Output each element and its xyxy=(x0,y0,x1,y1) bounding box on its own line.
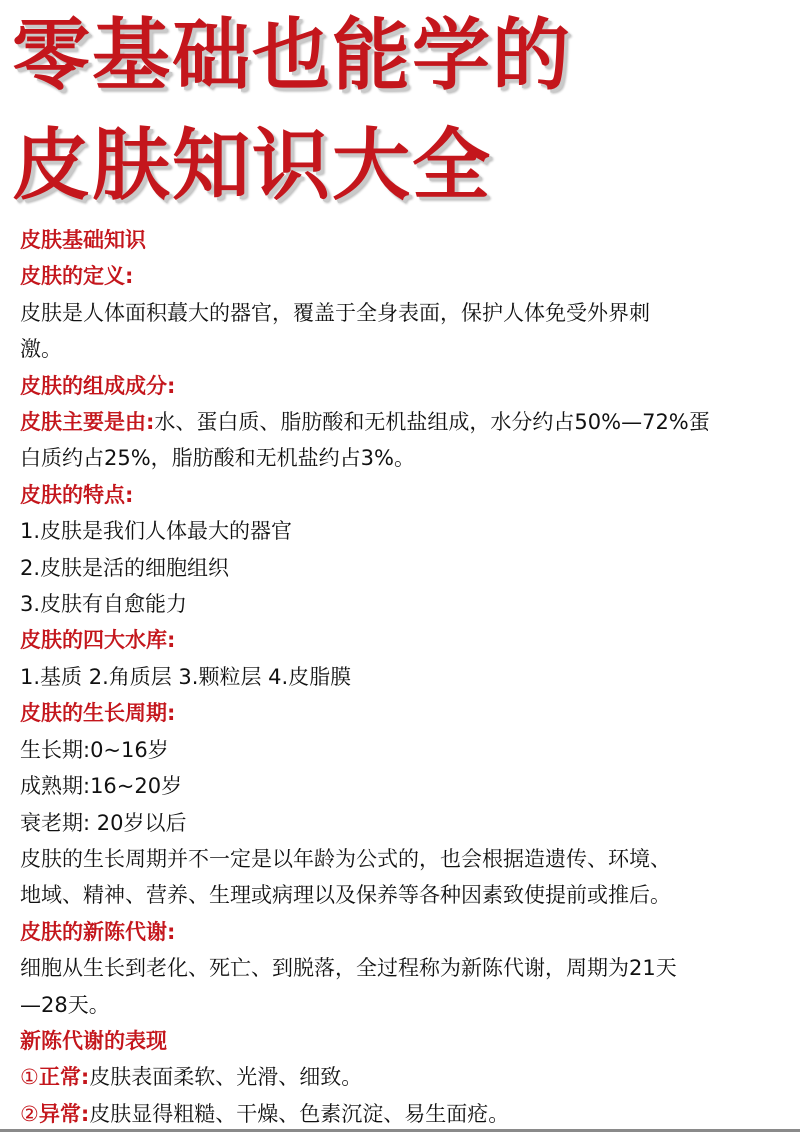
feature-item: 1.皮肤是我们人体最大的器官 xyxy=(20,519,293,544)
growth-stage: 衰老期: 20岁以后 xyxy=(20,810,187,835)
definition-text-line-1: 皮肤是人体面积蕞大的器官，覆盖于全身表面，保护人体免受外界刺 xyxy=(20,300,650,325)
page-title-line-2: 皮肤知识大全 xyxy=(12,121,493,211)
feature-item: 3.皮肤有自愈能力 xyxy=(20,592,188,617)
composition-text-line-1 xyxy=(20,404,790,440)
abnormal-text: 皮肤显得粗糙、干燥、色素沉淀、易生面疮。 xyxy=(89,1101,510,1126)
abnormal-label: 异常: xyxy=(38,1101,90,1126)
page-title-line-1: 零基础也能学的 xyxy=(12,11,573,101)
section-heading-composition: 皮肤的组成成分: xyxy=(20,373,176,398)
growth-note-line-1: 皮肤的生长周期并不一定是以年龄为公式的，也会根据造遗传、环境、 xyxy=(20,846,671,871)
section-heading-growth-cycle: 皮肤的生长周期: xyxy=(20,701,176,726)
feature-item: 2.皮肤是活的细胞组织 xyxy=(20,555,230,580)
section-heading-features: 皮肤的特点: xyxy=(20,482,134,507)
growth-note-line-2: 地域、精神、营养、生理或病理以及保养等各种因素致使提前或推后。 xyxy=(20,883,671,908)
section-heading-metabolism: 皮肤的新陈代谢: xyxy=(20,919,176,944)
composition-text: 水、蛋白质、脂肪酸和无机盐组成，水分约占50%—72%蛋 xyxy=(154,410,710,435)
composition-text-line-2: 白质约占25%，脂肪酸和无机盐约占3%。 xyxy=(20,446,415,471)
metabolism-text-line-1: 细胞从生长到老化、死亡、到脱落，全过程称为新陈代谢，周期为21天 xyxy=(20,956,677,981)
normal-label: 正常: xyxy=(38,1065,90,1090)
section-heading-reservoirs: 皮肤的四大水库: xyxy=(20,628,176,653)
section-heading-basics: 皮肤基础知识 xyxy=(20,228,146,252)
growth-stage: 生长期:0~16岁 xyxy=(20,737,169,762)
growth-stage: 成熟期:16~20岁 xyxy=(20,774,183,799)
title-block xyxy=(12,8,572,214)
definition-text-line-2: 激。 xyxy=(20,337,62,362)
composition-lead-label: 皮肤主要是由: xyxy=(20,410,155,435)
reservoirs-text: 1.基质 2.角质层 3.颗粒层 4.皮脂膜 xyxy=(20,664,352,689)
metabolism-text-line-2: —28天。 xyxy=(20,992,110,1017)
circled-number-2-icon: ② xyxy=(20,1101,39,1126)
article-content xyxy=(20,222,790,1132)
section-heading-metabolism-signs: 新陈代谢的表现 xyxy=(20,1028,167,1053)
normal-text: 皮肤表面柔软、光滑、细致。 xyxy=(89,1065,363,1090)
circled-number-1-icon: ① xyxy=(20,1065,39,1090)
section-heading-definition: 皮肤的定义: xyxy=(20,264,134,289)
metabolism-sign-abnormal xyxy=(20,1096,790,1132)
metabolism-sign-normal xyxy=(20,1059,790,1095)
